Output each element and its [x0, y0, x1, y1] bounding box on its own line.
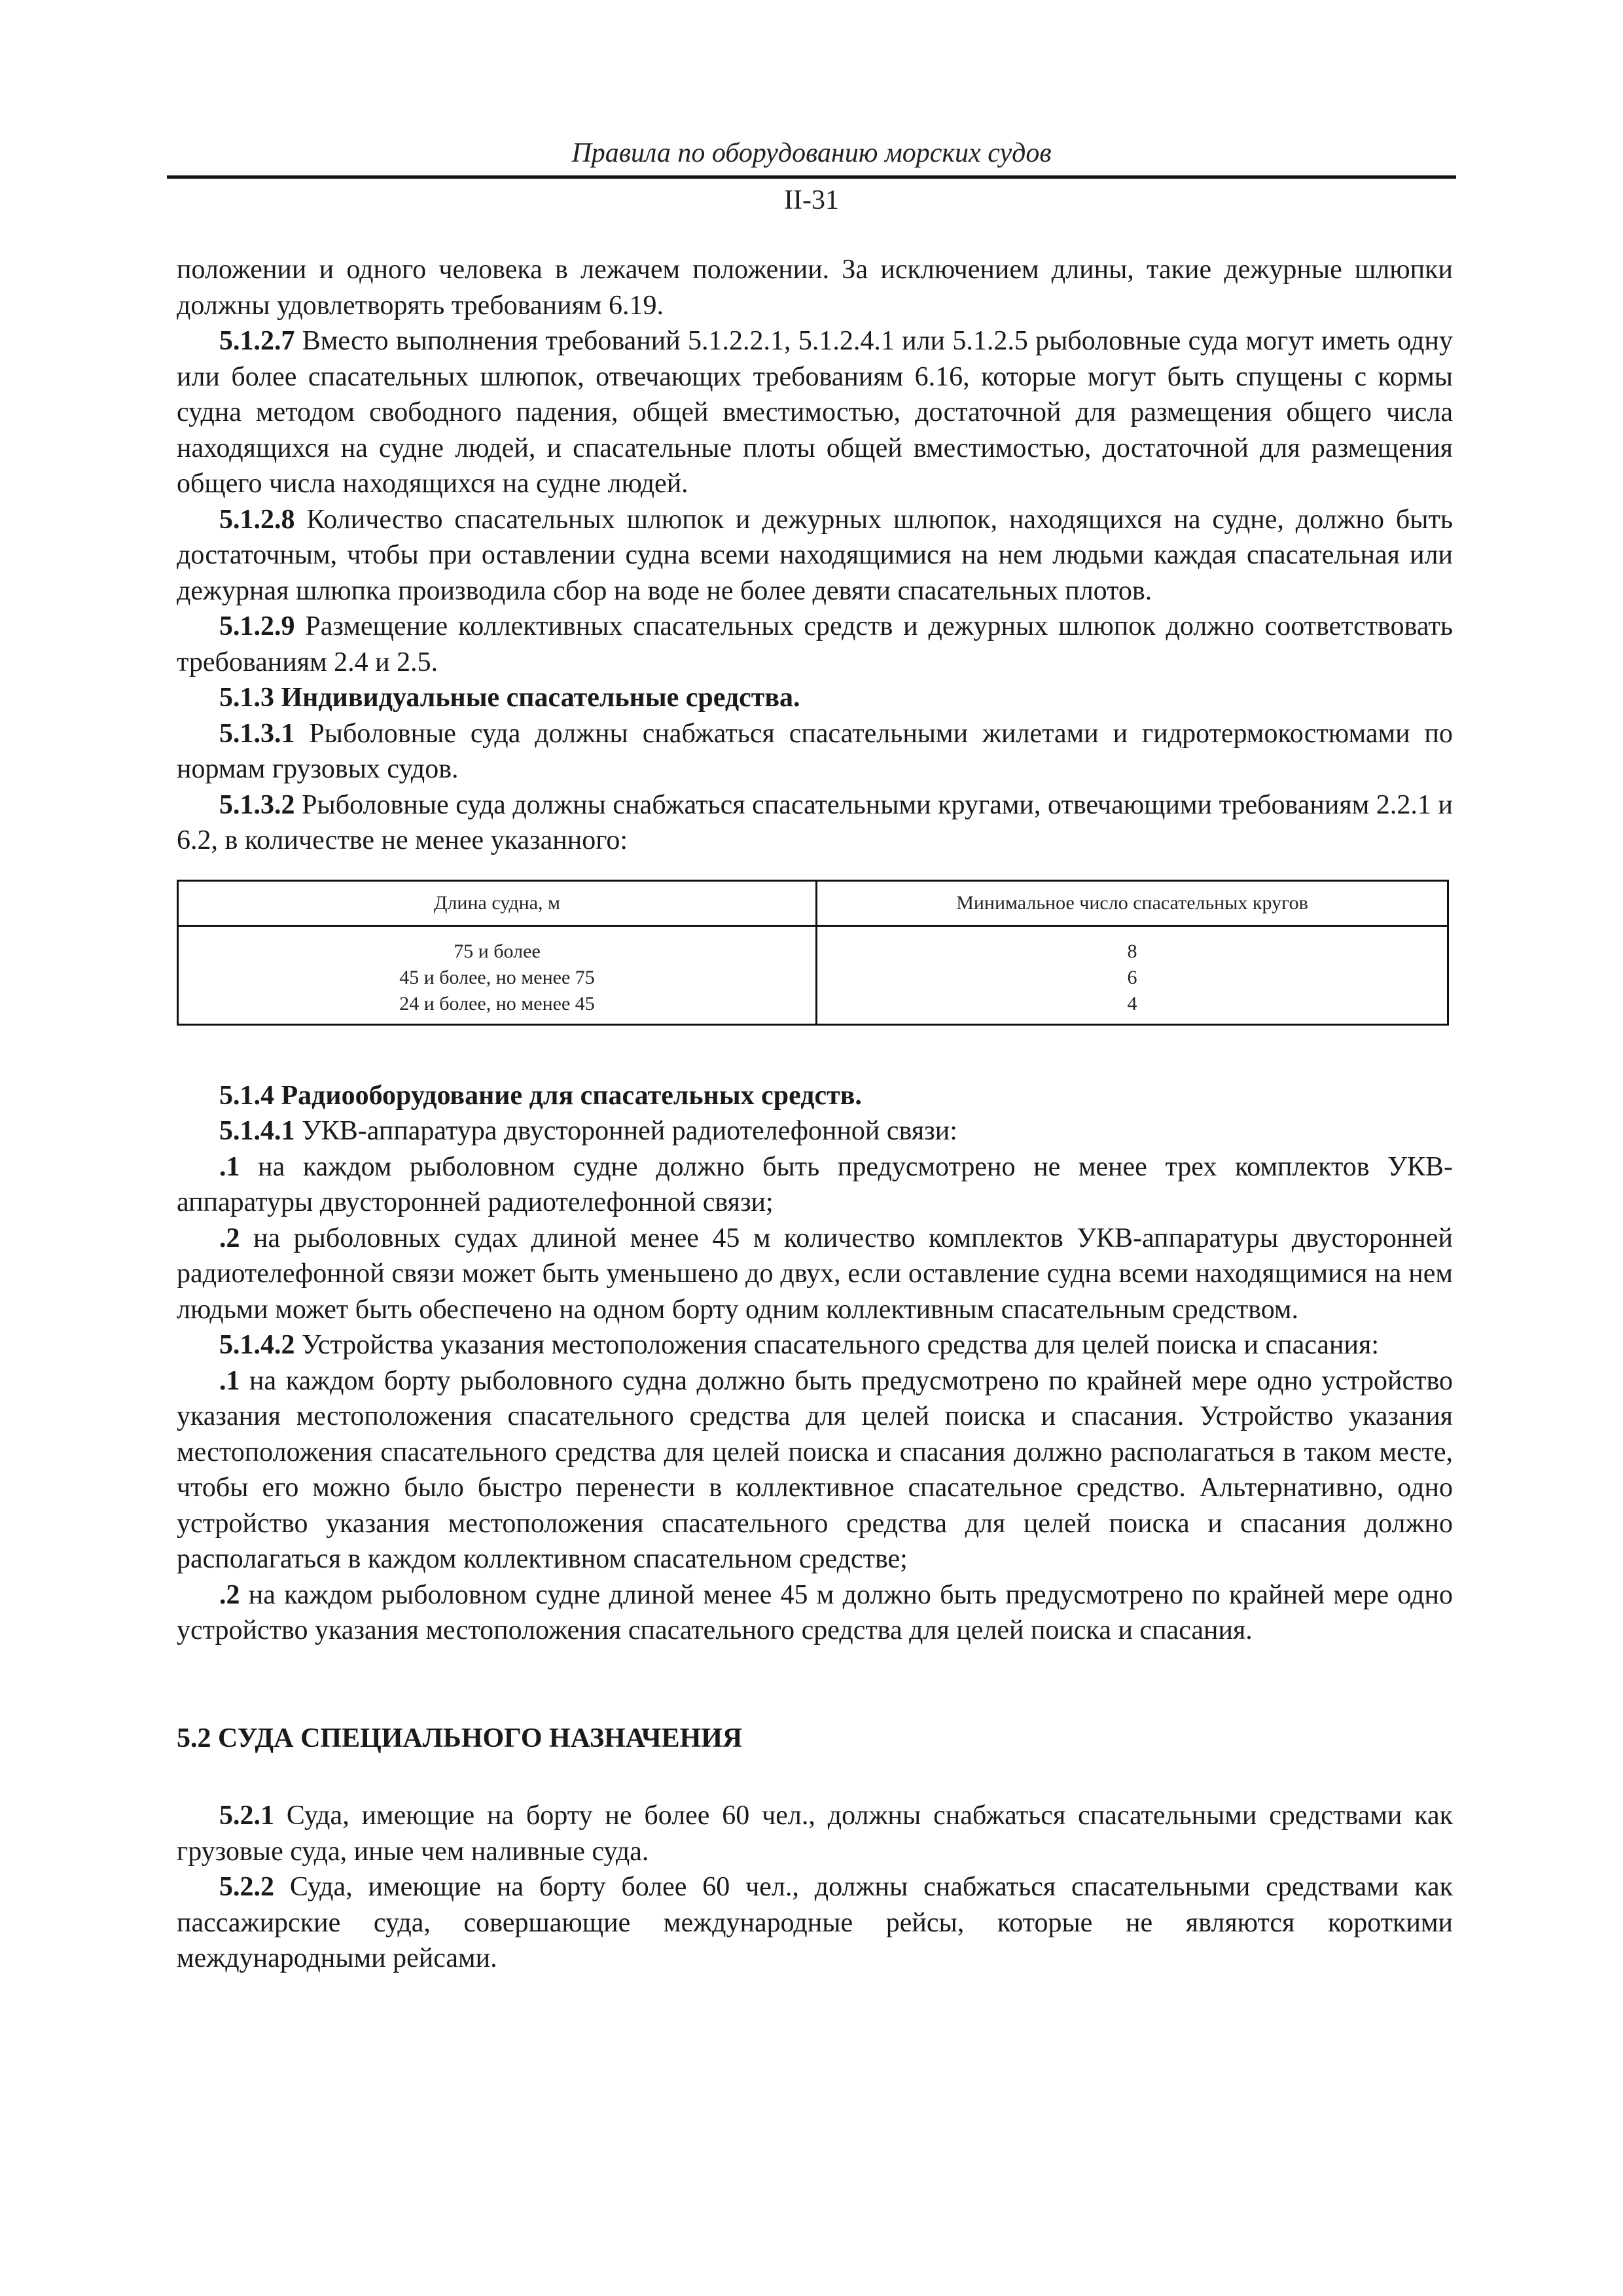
- table-cell-counts: [817, 925, 1448, 1024]
- paragraph-text: на рыболовных судах длиной менее 45 м количество комплектов УКВ-аппаратуры двусторонней радиотелефонной связи может быть уменьшено до двух, если оставление судна всеми находящимися на нем людьми может быть обеспечено на одном борту одним коллективным спасательным средством.: [177, 1223, 1453, 1325]
- clause-number: 5.1.3.1: [219, 718, 295, 749]
- heading-5-1-4: [177, 1078, 1453, 1114]
- lifebuoy-table: [177, 880, 1449, 1026]
- paragraph-text: Суда, имеющие на борту более 60 чел., должны снабжаться спасательными средствами как пассажирские суда, совершающие международные рейсы, которые не являются короткими международными рейсами.: [177, 1872, 1453, 1973]
- paragraph-5-1-4-1-1: [177, 1149, 1453, 1221]
- paragraph-5-1-4-1-2: [177, 1221, 1453, 1328]
- clause-number: .2: [219, 1579, 240, 1610]
- document-body: [177, 252, 1453, 1977]
- paragraph-5-1-2-7: [177, 323, 1453, 502]
- page-number: II-31: [784, 185, 839, 215]
- paragraph-text: на каждом борту рыболовного судна должно быть предусмотрено по крайней мере одно устройство указания местоположения спасательного средства для целей поиска и спасания. Устройство указания местоположения спасательного средства для целей поиска и спасания должно располагаться в таком месте, чтобы его можно было быстро перенести в коллективное спасательное средство. Альтернативно, одно устройство указания местоположения спасательного средства для целей поиска и спасания должно располагаться в каждом коллективном спасательном средстве;: [177, 1365, 1453, 1574]
- clause-number: 5.2.2: [219, 1872, 274, 1902]
- clause-number: 5.1.2.8: [219, 504, 295, 535]
- paragraph-5-1-2-8: [177, 502, 1453, 609]
- clause-number: .2: [219, 1223, 240, 1253]
- paragraph-text: Рыболовные суда должны снабжаться спасательными жилетами и гидротермокостюмами по нормам грузовых судов.: [177, 718, 1453, 784]
- table-header-length: Длина судна, м: [178, 880, 817, 925]
- clause-number: 5.1.2.7: [219, 326, 295, 356]
- paragraph-text: Размещение коллективных спасательных средств и дежурных шлюпок должно соответствовать требованиям 2.4 и 2.5.: [177, 611, 1453, 677]
- spacer: [177, 1649, 1453, 1721]
- paragraph-text: УКВ-аппаратура двусторонней радиотелефонной связи:: [294, 1116, 957, 1146]
- spacer: [177, 1026, 1453, 1078]
- spacer: [177, 1756, 1453, 1798]
- heading-text: 5.1.4 Радиооборудование для спасательных средств.: [219, 1080, 862, 1111]
- paragraph-5-1-2-9: [177, 609, 1453, 680]
- clause-number: 5.1.4.2: [219, 1330, 295, 1360]
- table-header-row: [178, 880, 1448, 925]
- paragraph-5-2-2: [177, 1869, 1453, 1977]
- paragraph-continuation: положении и одного человека в лежачем положении. За исключением длины, такие дежурные шлюпки должны удовлетворять требованиям 6.19.: [177, 255, 1453, 321]
- clause-number: 5.1.3.2: [219, 789, 295, 820]
- paragraph-text: на каждом рыболовном судне длиной менее 45 м должно быть предусмотрено по крайней мере одно устройство указания местоположения спасательного средства для целей поиска и спасания.: [177, 1579, 1453, 1645]
- table-cell: 8: [1127, 940, 1137, 962]
- paragraph-text: Количество спасательных шлюпок и дежурных шлюпок, находящихся на судне, должно быть достаточным, чтобы при оставлении судна всеми находящимися на нем людьми каждая спасательная или дежурная шлюпка производила сбор на воде не более девяти спасательных плотов.: [177, 504, 1453, 606]
- running-header-title: Правила по оборудованию морских судов: [571, 138, 1052, 168]
- table-header-lifebuoys: Минимальное число спасательных кругов: [817, 880, 1448, 925]
- clause-number: 5.1.2.9: [219, 611, 295, 641]
- table-cell: 4: [1127, 992, 1137, 1014]
- clause-number: 5.2.1: [219, 1801, 274, 1831]
- table-cell: 24 и более, но менее 45: [399, 992, 595, 1014]
- header-rule: [167, 175, 1456, 179]
- table-cell-lengths: [178, 925, 817, 1024]
- paragraph-text: Суда, имеющие на борту не более 60 чел., должны снабжаться спасательными средствами как грузовые суда, иные чем наливные суда.: [177, 1801, 1453, 1867]
- paragraph-text: Вместо выполнения требований 5.1.2.2.1, 5.1.2.4.1 или 5.1.2.5 рыболовные суда могут иметь одну или более спасательных шлюпок, отвечающих требованиям 6.16, которые могут быть спущены с кормы судна методом свободного падения, общей вместимостью, достаточной для размещения общего числа находящихся на судне людей, и спасательные плоты общей вместимостью, достаточной для размещения общего числа находящихся на судне людей.: [177, 326, 1453, 499]
- paragraph-text: на каждом рыболовном судне должно быть предусмотрено не менее трех комплектов УКВ-аппаратуры двусторонней радиотелефонной связи;: [177, 1151, 1453, 1217]
- heading-5-1-3: [177, 680, 1453, 716]
- section-heading-5-2: 5.2 СУДА СПЕЦИАЛЬНОГО НАЗНАЧЕНИЯ: [177, 1723, 743, 1753]
- paragraph-5-1-4-2-1: [177, 1363, 1453, 1577]
- paragraph-5-1-4-1: [177, 1113, 1453, 1149]
- paragraph-5-1-4-2: [177, 1327, 1453, 1363]
- paragraph-text: Устройства указания местоположения спасательного средства для целей поиска и спасания:: [294, 1330, 1379, 1360]
- paragraph-text: Рыболовные суда должны снабжаться спасательными кругами, отвечающими требованиям 2.2.1 и 6.2, в количестве не менее указанного:: [177, 789, 1453, 855]
- table-cell: 75 и более: [454, 940, 541, 962]
- clause-number: 5.1.4.1: [219, 1116, 295, 1146]
- paragraph-5-1-3-2: [177, 787, 1453, 859]
- paragraph-5-1-3-1: [177, 716, 1453, 787]
- heading-text: 5.1.3 Индивидуальные спасательные средства.: [219, 683, 800, 713]
- paragraph-5-2-1: [177, 1798, 1453, 1869]
- paragraph-5-1-4-2-2: [177, 1577, 1453, 1649]
- clause-number: .1: [219, 1151, 240, 1182]
- clause-number: .1: [219, 1365, 240, 1396]
- table-row: [178, 925, 1448, 1024]
- table-cell: 6: [1127, 966, 1137, 988]
- table-cell: 45 и более, но менее 75: [399, 966, 595, 988]
